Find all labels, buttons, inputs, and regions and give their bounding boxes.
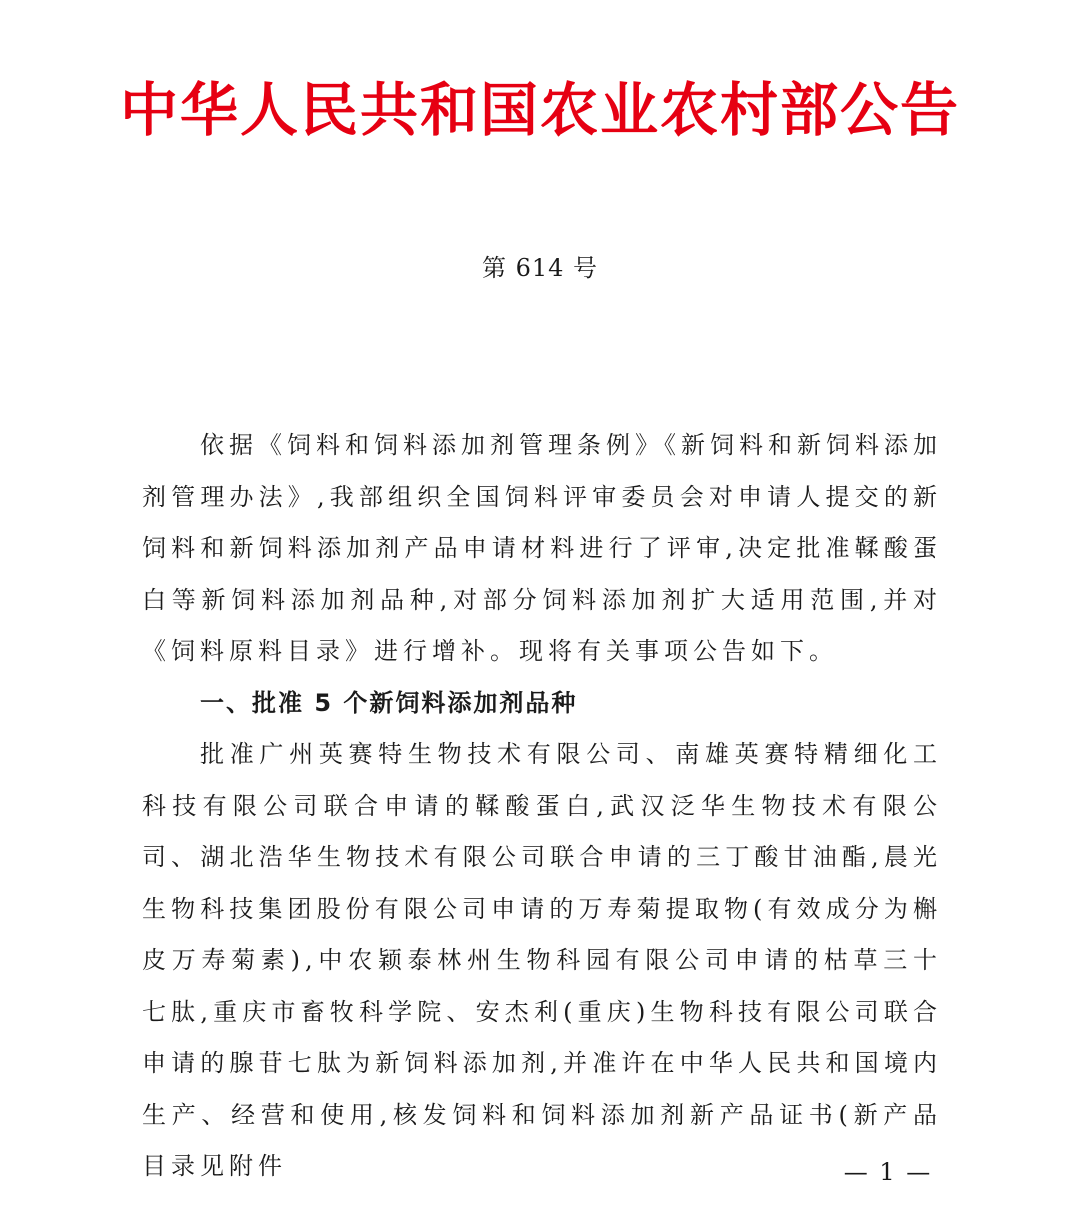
document-title: 中华人民共和国农业农村部公告 (119, 76, 960, 144)
page-number: — 1 — (843, 1158, 933, 1186)
intro-paragraph: 依据《饲料和饲料添加剂管理条例》《新饲料和新饲料添加剂管理办法》,我部组织全国饲料评审委员会对申请人提交的新饲料和新饲料添加剂产品申请材料进行了评审,决定批准鞣酸蛋白等新饲料添加剂品种,对部分饲料添加剂扩大适用范围,并对《饲料原料目录》进行增补。现将有关事项公告如下。 (142, 431, 942, 665)
section-1-paragraph: 批准广州英赛特生物技术有限公司、南雄英赛特精细化工科技有限公司联合申请的鞣酸蛋白,武汉泛华生物技术有限公司、湖北浩华生物技术有限公司联合申请的三丁酸甘油酯,晨光生物科技集团股份有限公司申请的万寿菊提取物(有效成分为槲皮万寿菊素),中农颖泰林州生物科园有限公司申请的枯草三十七肽,重庆市畜牧科学院、安杰利(重庆)生物科技有限公司联合申请的腺苷七肽为新饲料添加剂,并准许在中华人民共和国境内生产、经营和使用,核发饲料和饲料添加剂新产品证书(新产品目录见附件 (142, 740, 942, 1180)
document-body (142, 420, 942, 1193)
section-1-heading: 一、批准 5 个新饲料添加剂品种 (200, 688, 578, 717)
document-number: 第 614 号 (481, 254, 599, 282)
